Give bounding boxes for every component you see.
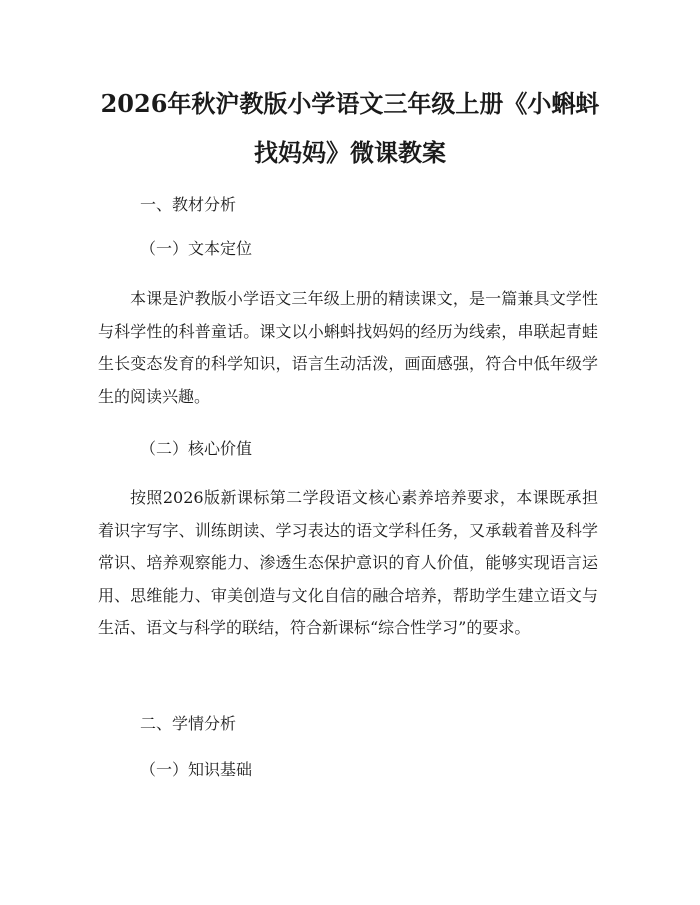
- paragraph-core-value: 按照2026版新课标第二学段语文核心素养培养要求，本课既承担着识字写字、训练朗读、学习表达的语文学科任务，又承载着普及科学常识、培养观察能力、渗透生态保护意识的育人价值，能够实现语言运用、思维能力、审美创造与文化自信的融合培养，帮助学生建立语文与生活、语文与科学的联结，符合新课标“综合性学习”的要求。: [98, 488, 598, 637]
- section-heading-textbook-analysis: 一、教材分析: [140, 195, 237, 214]
- paragraph-text-positioning: 本课是沪教版小学语文三年级上册的精读课文，是一篇兼具文学性与科学性的科普童话。课文以小蝌蚪找妈妈的经历为线索，串联起青蛙生长变态发育的科学知识，语言生动活泼，画面感强，符合中低年级学生的阅读兴趣。: [98, 289, 598, 406]
- subheading-core-value: （二）核心价值: [140, 439, 253, 458]
- subheading-text-positioning: （一）文本定位: [140, 239, 253, 258]
- document-title: 2026年秋沪教版小学语文三年级上册《小蝌蚪找妈妈》微课教案: [100, 89, 600, 167]
- subheading-knowledge-base: （一）知识基础: [140, 760, 253, 779]
- section-heading-learner-analysis: 二、学情分析: [140, 714, 237, 733]
